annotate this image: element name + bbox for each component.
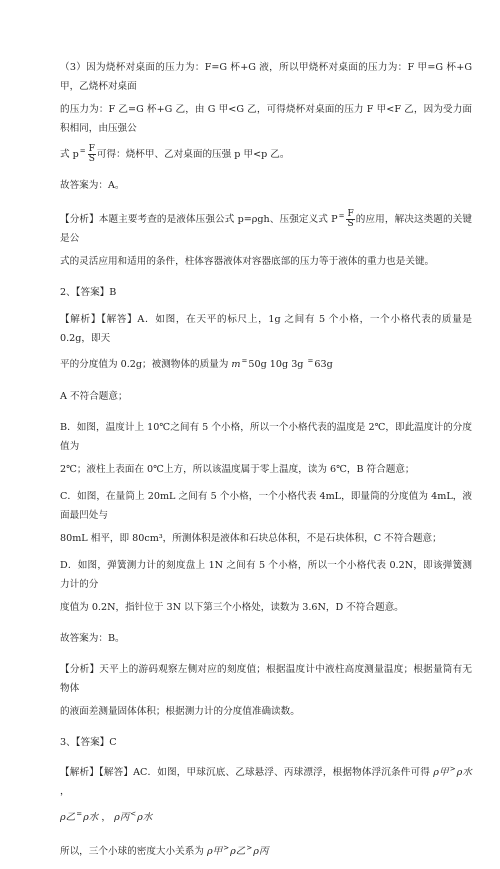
q2-jiexi-line1: 【解析】【解答】A．如图，在天平的标尺上，1g 之间有 5 个小格，一个小格代表的质量是 0.2g，即天 bbox=[60, 314, 472, 345]
q3-jiexi-pre: 【解析】【解答】AC．如图，甲球沉底、乙球悬浮、丙球漂浮，根据物体浮沉条件可得 bbox=[60, 766, 431, 778]
mass-symbol: m bbox=[231, 359, 241, 371]
analysis-1-pre: 【分析】本题主要考查的是液体压强公式 p=ρgh、压强定义式 P bbox=[60, 214, 338, 226]
fraction-denominator: S bbox=[88, 154, 95, 165]
paragraph-block1-line1: （3）因为烧杯对桌面的压力为：F=G 杯+G 液，所以甲烧杯对桌面的压力为：F 甲=G 杯+G 甲，乙烧杯对桌面 bbox=[60, 62, 472, 92]
rho-shui: ρ水 bbox=[456, 766, 473, 778]
q2-jiexi-line2 bbox=[60, 352, 472, 374]
question-2-header: 2、【答案】B bbox=[60, 287, 117, 299]
fraction-numerator: F bbox=[88, 144, 95, 155]
rho-yi: ρ乙 bbox=[60, 811, 76, 823]
fraction-numerator: F bbox=[347, 209, 354, 220]
text-line3-post: 可得：烧杯甲、乙对桌面的压强 p 甲<p 乙。 bbox=[96, 149, 290, 161]
question-3-header: 3、【答案】C bbox=[60, 736, 117, 748]
rho-jia: ρ甲 bbox=[206, 846, 223, 858]
q2-b-line2: 2℃；液柱上表面在 0℃上方，所以该温度属于零上温度，读为 6℃，B 符合题意； bbox=[60, 463, 415, 475]
q3-jiexi-line1 bbox=[60, 760, 472, 801]
q2-d-line1: D．如图，弹簧测力计的刻度盘上 1N 之间有 5 个小格，所以一个小格代表 0.2N，即该弹簧测力计的分 bbox=[60, 559, 472, 590]
q2-d-line2: 度值为 0.2N，指针位于 3N 以下第三个小格处，读数为 3.6N，D 不符合题意。 bbox=[60, 601, 404, 613]
paragraph-block1-line2: 的压力为：F 乙=G 杯+G 乙，由 G 甲<G 乙，可得烧杯对桌面的压力 F 甲<F 乙，因为受力面积相同，由压强公 bbox=[60, 104, 472, 134]
q2-a-wrong: A 不符合题意； bbox=[60, 390, 128, 402]
q2-answer: 故答案为：B。 bbox=[60, 632, 125, 644]
rho-jia: ρ甲 bbox=[433, 766, 449, 778]
rho-bing: ρ丙 bbox=[253, 846, 269, 858]
relation-mark: < bbox=[130, 809, 137, 818]
equals-mark: = bbox=[79, 147, 86, 155]
paragraph-block1-line3 bbox=[60, 142, 472, 164]
answer-1: 故答案为：A。 bbox=[60, 180, 125, 192]
q2-jiexi-line2-pre: 平的分度值为 0.2g；被测物体的质量为 bbox=[60, 359, 229, 371]
relation-mark: > bbox=[223, 843, 230, 852]
analysis-1-line2: 式的灵活应用和适用的条件，柱体容器液体对容器底部的压力等于液体的重力也是关键。 bbox=[60, 256, 435, 268]
analysis-1-line1 bbox=[60, 207, 472, 248]
fraction-denominator: S bbox=[347, 219, 354, 230]
q2-c-line2: 80mL 相平，即 80cm³，所测体积是液体和石块总体积，不是石块体积，C 不符合题意； bbox=[60, 532, 442, 544]
relation-mark: > bbox=[449, 764, 456, 773]
q2-b-line1: B．如图，温度计上 10℃之间有 5 个小格，所以一个小格代表的温度是 2℃，即此温度计的分度值为 bbox=[60, 421, 472, 452]
equals-mark: = bbox=[241, 357, 248, 366]
relation-mark: = bbox=[76, 809, 83, 818]
q2-c-line1: C．如图，在量筒上 20mL 之间有 5 个小格，一个小格代表 4mL，即量筒的分度值为 4mL，液面最凹处与 bbox=[60, 490, 472, 521]
rho-bing: ρ丙 bbox=[114, 811, 130, 823]
q3-conclusion bbox=[60, 839, 472, 861]
text-line3-pre: 式 p bbox=[60, 149, 79, 161]
fraction-F-over-S bbox=[88, 145, 96, 164]
equals-mark: = bbox=[307, 357, 314, 366]
q2-analysis-line1: 【分析】天平上的游码观察左侧对应的刻度值；根据温度计中液柱高度测量温度；根据量筒有无物体 bbox=[60, 663, 472, 694]
analysis-1-post: 的应用，解决这类题的关键是公 bbox=[60, 214, 472, 245]
equals-mark: = bbox=[338, 212, 345, 221]
fraction-F-over-S bbox=[346, 210, 354, 229]
rho-shui: ρ水 bbox=[137, 811, 153, 823]
rho-shui: ρ水 bbox=[83, 811, 99, 823]
document-page bbox=[60, 58, 472, 869]
comma: ， bbox=[101, 811, 111, 823]
q3-conclusion-pre: 所以，三个小球的密度大小关系为 bbox=[60, 846, 204, 858]
mass-terms: 50g 10g 3g bbox=[248, 359, 304, 371]
rho-yi: ρ乙 bbox=[230, 846, 246, 858]
q3-jiexi-line2 bbox=[60, 805, 472, 827]
comma: ， bbox=[60, 785, 70, 797]
relation-mark: > bbox=[246, 843, 253, 852]
q2-analysis-line2: 的液面差测量固体体积；根据测力计的分度值准确读数。 bbox=[60, 705, 300, 717]
mass-result: 63g bbox=[314, 359, 333, 371]
